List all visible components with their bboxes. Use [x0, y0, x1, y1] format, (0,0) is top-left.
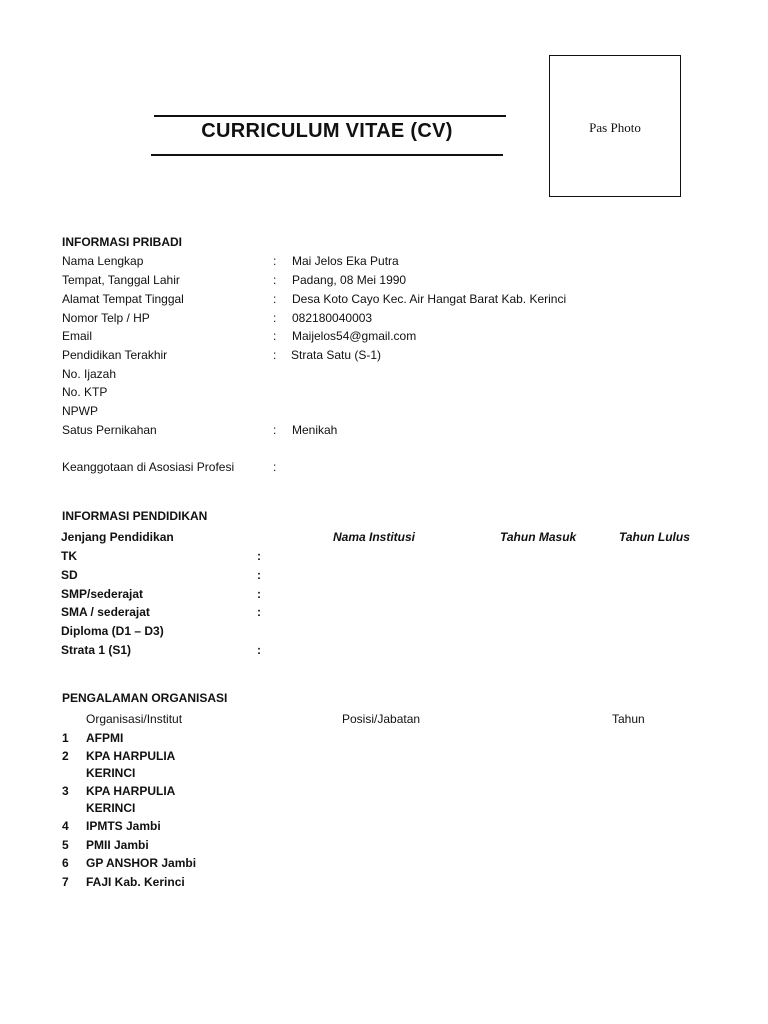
title-top-rule — [154, 115, 506, 117]
column-header-position: Posisi/Jabatan — [342, 712, 421, 726]
personal-row — [62, 385, 742, 403]
organization-name-line2: KERINCI — [86, 801, 136, 815]
personal-row — [62, 292, 742, 310]
column-header-institution: Nama Institusi — [333, 530, 416, 544]
education-level: Diploma (D1 – D3) — [61, 624, 164, 638]
row-number: 6 — [62, 856, 69, 870]
organization-name-line2: KERINCI — [86, 766, 136, 780]
field-colon: : — [257, 568, 261, 582]
field-colon: : — [257, 643, 261, 657]
education-heading: INFORMASI PENDIDIKAN — [62, 509, 208, 523]
organization-row — [62, 856, 742, 874]
field-colon: : — [273, 348, 277, 362]
column-header-organization: Organisasi/Institut — [86, 712, 183, 726]
field-value: Maijelos54@gmail.com — [292, 329, 417, 343]
membership-row — [62, 460, 742, 478]
organization-heading: PENGALAMAN ORGANISASI — [62, 691, 228, 705]
organization-name: AFPMI — [86, 731, 124, 745]
title-bottom-rule — [151, 154, 503, 156]
organization-name: FAJI Kab. Kerinci — [86, 875, 185, 889]
column-header-year: Tahun — [612, 712, 645, 726]
organization-name: GP ANSHOR Jambi — [86, 856, 197, 870]
field-colon: : — [273, 273, 277, 287]
field-value: Padang, 08 Mei 1990 — [292, 273, 407, 287]
field-colon: : — [273, 254, 277, 268]
education-row — [61, 568, 741, 586]
field-colon: : — [273, 423, 277, 437]
organization-row — [62, 749, 742, 785]
personal-row — [62, 348, 742, 366]
row-number: 5 — [62, 838, 69, 852]
row-number: 1 — [62, 731, 69, 745]
organization-column-headers — [62, 712, 742, 730]
education-row — [61, 643, 741, 661]
field-label: Email — [62, 329, 93, 343]
personal-row — [62, 367, 742, 385]
personal-row — [62, 423, 742, 441]
personal-row — [62, 273, 742, 291]
organization-row — [62, 875, 742, 893]
education-level: SMA / sederajat — [61, 605, 150, 619]
field-value: Desa Koto Cayo Kec. Air Hangat Barat Kab. Kerinci — [292, 292, 567, 306]
field-value: Strata Satu (S-1) — [291, 348, 382, 362]
field-value: 082180040003 — [292, 311, 373, 325]
organization-row — [62, 819, 742, 837]
field-colon: : — [273, 292, 277, 306]
organization-row — [62, 784, 742, 820]
education-row — [61, 624, 741, 642]
field-label: No. Ijazah — [62, 367, 117, 381]
column-header-level: Jenjang Pendidikan — [61, 530, 174, 544]
photo-label: Pas Photo — [589, 120, 641, 135]
personal-row — [62, 329, 742, 347]
field-colon: : — [257, 605, 261, 619]
row-number: 4 — [62, 819, 69, 833]
field-label: Satus Pernikahan — [62, 423, 157, 437]
column-header-start-year: Tahun Masuk — [500, 530, 577, 544]
field-value: Mai Jelos Eka Putra — [292, 254, 399, 268]
personal-row — [62, 311, 742, 329]
organization-row — [62, 731, 742, 749]
row-number: 3 — [62, 784, 69, 798]
education-level: SD — [61, 568, 78, 582]
field-label: Keanggotaan di Asosiasi Profesi — [62, 460, 235, 474]
field-label: Nama Lengkap — [62, 254, 144, 268]
education-row — [61, 549, 741, 567]
personal-heading: INFORMASI PRIBADI — [62, 235, 182, 249]
column-header-end-year: Tahun Lulus — [619, 530, 690, 544]
education-row — [61, 605, 741, 623]
row-number: 2 — [62, 749, 69, 763]
education-level: SMP/sederajat — [61, 587, 144, 601]
field-label: Nomor Telp / HP — [62, 311, 150, 325]
field-colon: : — [257, 587, 261, 601]
organization-name: PMII Jambi — [86, 838, 149, 852]
personal-row — [62, 404, 742, 422]
education-level: Strata 1 (S1) — [61, 643, 132, 657]
education-column-headers — [61, 530, 741, 548]
field-label: NPWP — [62, 404, 98, 418]
personal-row — [62, 254, 742, 272]
page-title: CURRICULUM VITAE (CV) — [201, 120, 453, 142]
field-colon: : — [273, 460, 277, 474]
education-level: TK — [61, 549, 77, 563]
field-label: Pendidikan Terakhir — [62, 348, 168, 362]
field-colon: : — [273, 329, 277, 343]
organization-name: KPA HARPULIA — [86, 784, 176, 798]
field-label: No. KTP — [62, 385, 108, 399]
organization-name: KPA HARPULIA — [86, 749, 176, 763]
photo-placeholder — [549, 55, 681, 197]
field-value: Menikah — [292, 423, 338, 437]
organization-name: IPMTS Jambi — [86, 819, 161, 833]
field-colon: : — [273, 311, 277, 325]
row-number: 7 — [62, 875, 69, 889]
field-colon: : — [257, 549, 261, 563]
education-row — [61, 587, 741, 605]
field-label: Alamat Tempat Tinggal — [62, 292, 184, 306]
organization-row — [62, 838, 742, 856]
field-label: Tempat, Tanggal Lahir — [62, 273, 180, 287]
